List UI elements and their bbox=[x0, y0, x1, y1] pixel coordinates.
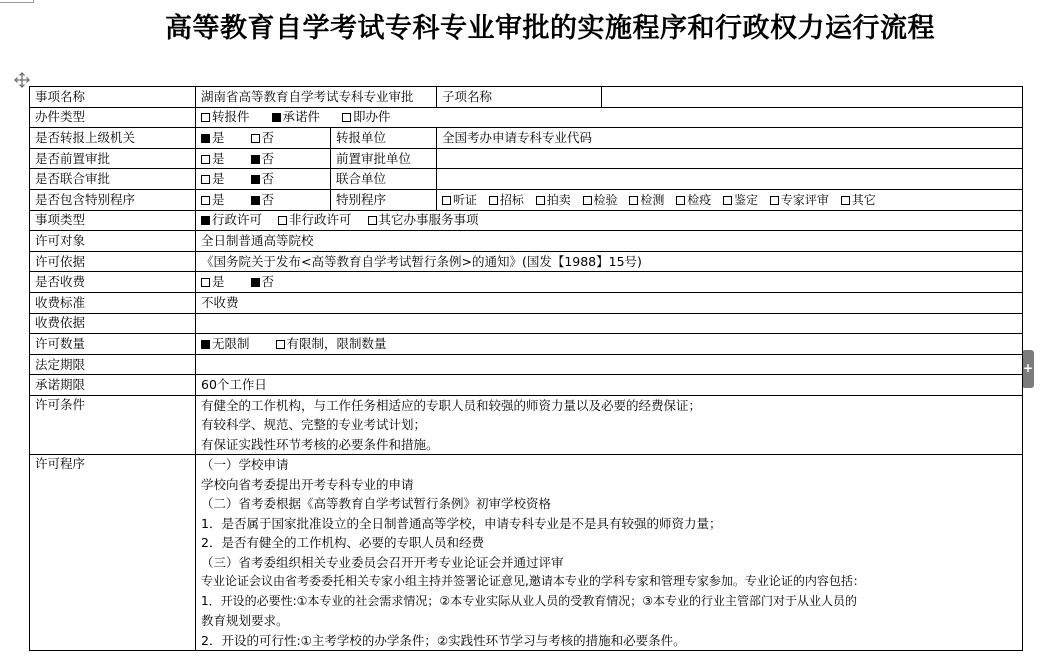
checkbox-icon bbox=[201, 155, 210, 164]
unit-label: 转报单位 bbox=[331, 128, 437, 149]
option-limited[interactable]: 有限制，限制数量 bbox=[276, 335, 387, 353]
procedure-line: 学校向省考委提出开考专科专业的申请 bbox=[201, 476, 414, 492]
row-special-procedure bbox=[30, 189, 1023, 210]
row-label: 收费依据 bbox=[30, 313, 196, 334]
checkbox-icon bbox=[368, 216, 377, 225]
checkbox-icon bbox=[442, 196, 451, 205]
checkbox-checked-icon bbox=[251, 175, 260, 184]
option-yes[interactable]: 是 bbox=[201, 150, 225, 168]
option-auction[interactable]: 拍卖 bbox=[536, 191, 571, 209]
row-statutory-period bbox=[30, 354, 1023, 375]
procedure-line: （一）学校申请 bbox=[201, 457, 289, 473]
checkbox-checked-icon bbox=[201, 216, 210, 225]
fee-basis-value[interactable] bbox=[196, 313, 1023, 334]
checkbox-checked-icon bbox=[201, 340, 210, 349]
checkbox-checked-icon bbox=[251, 278, 260, 287]
document-title: 高等教育自学考试专科专业审批的实施程序和行政权力运行流程 bbox=[165, 13, 935, 44]
row-label: 是否收费 bbox=[30, 272, 196, 293]
checkbox-icon bbox=[583, 196, 592, 205]
procedure-line: 专业论证会议由省考委委托相关专家小组主持并签署论证意见,邀请本专业的学科专家和管理专家参加。专业论证的内容包括： bbox=[201, 574, 865, 589]
unit-value[interactable] bbox=[437, 169, 1023, 190]
option-hearing[interactable]: 听证 bbox=[442, 191, 477, 209]
row-label: 事项名称 bbox=[30, 87, 196, 108]
row-item-name bbox=[30, 87, 1023, 108]
row-label: 是否转报上级机关 bbox=[30, 128, 196, 149]
page-corner-mark bbox=[0, 0, 34, 3]
unit-label: 前置审批单位 bbox=[331, 148, 437, 169]
option-tender[interactable]: 招标 bbox=[489, 191, 524, 209]
row-conditions bbox=[30, 395, 1023, 455]
statutory-period-value[interactable] bbox=[196, 354, 1023, 375]
option-appraisal[interactable]: 鉴定 bbox=[723, 191, 758, 209]
option-no[interactable]: 否 bbox=[251, 191, 275, 209]
option-yes[interactable]: 是 bbox=[201, 170, 225, 188]
procedure-text[interactable] bbox=[196, 455, 1023, 651]
option-testing[interactable]: 检测 bbox=[629, 191, 664, 209]
procedure-line: 2．开设的可行性:①主考学校的办学条件；②实践性环节学习与考核的措施和必要条件。 bbox=[201, 632, 686, 648]
row-label: 办件类型 bbox=[30, 107, 196, 128]
row-report-upward bbox=[30, 128, 1023, 149]
procedure-line: 教育规划要求。 bbox=[201, 613, 289, 629]
checkbox-icon bbox=[841, 196, 850, 205]
item-name-value[interactable]: 湖南省高等教育自学考试专科专业审批 bbox=[196, 87, 437, 108]
option-quarantine[interactable]: 检疫 bbox=[676, 191, 711, 209]
option-other[interactable]: 其它 bbox=[841, 191, 876, 209]
row-procedure bbox=[30, 455, 1023, 651]
row-label: 事项类型 bbox=[30, 210, 196, 231]
checkbox-icon bbox=[676, 196, 685, 205]
row-matter-type bbox=[30, 210, 1023, 231]
row-label: 许可数量 bbox=[30, 334, 196, 355]
sub-item-label: 子项名称 bbox=[437, 87, 602, 108]
checkbox-icon bbox=[201, 278, 210, 287]
checkbox-checked-icon bbox=[201, 134, 210, 143]
row-fee-standard bbox=[30, 292, 1023, 313]
sub-item-value[interactable] bbox=[602, 87, 1023, 108]
procedure-line: 1．开设的必要性:①本专业的社会需求情况；②本专业实际从业人员的受教育情况；③本专业的行业主管部门对于从业人员的 bbox=[201, 593, 857, 608]
option-no[interactable]: 否 bbox=[251, 150, 275, 168]
checkbox-icon bbox=[201, 196, 210, 205]
procedure-label: 特别程序 bbox=[331, 189, 437, 210]
row-label: 是否联合审批 bbox=[30, 169, 196, 190]
row-fee-basis bbox=[30, 313, 1023, 334]
row-label: 许可程序 bbox=[30, 455, 196, 651]
procedure-line: （三）省考委组织相关专业委员会召开开考专业论证会并通过评审 bbox=[201, 554, 564, 570]
fee-standard-value[interactable]: 不收费 bbox=[196, 292, 1023, 313]
checkbox-icon bbox=[536, 196, 545, 205]
checkbox-icon bbox=[342, 113, 351, 122]
row-label: 是否包含特别程序 bbox=[30, 189, 196, 210]
checkbox-icon bbox=[770, 196, 779, 205]
row-fee-charged bbox=[30, 272, 1023, 293]
condition-line: 有保证实践性环节考核的必要条件和措施。 bbox=[201, 436, 439, 452]
checkbox-icon bbox=[489, 196, 498, 205]
option-other-service[interactable]: 其它办事服务事项 bbox=[368, 211, 479, 229]
row-label: 许可对象 bbox=[30, 231, 196, 252]
procedure-line: 2．是否有健全的工作机构、必要的专职人员和经费 bbox=[201, 535, 484, 551]
unit-value[interactable]: 全国考办申请专科专业代码 bbox=[437, 128, 1023, 149]
row-handling-type bbox=[30, 107, 1023, 128]
option-commitment[interactable]: 承诺件 bbox=[272, 108, 321, 126]
condition-line: 有较科学、规范、完整的专业考试计划； bbox=[201, 417, 427, 433]
conditions-text[interactable] bbox=[196, 395, 1023, 455]
row-label: 收费标准 bbox=[30, 292, 196, 313]
option-forward[interactable]: 转报件 bbox=[201, 108, 250, 126]
checkbox-icon bbox=[629, 196, 638, 205]
row-pre-approval bbox=[30, 148, 1023, 169]
option-unlimited[interactable]: 无限制 bbox=[201, 335, 250, 353]
permit-basis-value[interactable]: 《国务院关于发布<高等教育自学考试暂行条例>的通知》(国发【1988】15号) bbox=[196, 251, 1023, 272]
option-yes[interactable]: 是 bbox=[201, 129, 225, 147]
option-non-admin-permit[interactable]: 非行政许可 bbox=[278, 211, 352, 229]
condition-line: 有健全的工作机构，与工作任务相适应的专职人员和较强的师资力量以及必要的经费保证； bbox=[201, 397, 702, 413]
row-label: 是否前置审批 bbox=[30, 148, 196, 169]
option-admin-permit[interactable]: 行政许可 bbox=[201, 211, 262, 229]
option-expert-review[interactable]: 专家评审 bbox=[770, 191, 829, 209]
option-no[interactable]: 否 bbox=[251, 273, 275, 291]
checkbox-checked-icon bbox=[272, 113, 281, 122]
row-label: 许可依据 bbox=[30, 251, 196, 272]
add-row-handle[interactable] bbox=[1022, 350, 1034, 388]
row-promised-period bbox=[30, 375, 1023, 396]
row-permit-target bbox=[30, 231, 1023, 252]
procedure-line: （二）省考委根据《高等教育自学考试暂行条例》初审学校资格 bbox=[201, 496, 552, 512]
row-joint-approval bbox=[30, 169, 1023, 190]
option-no[interactable]: 否 bbox=[251, 129, 275, 147]
permit-target-value[interactable]: 全日制普通高等院校 bbox=[196, 231, 1023, 252]
option-yes[interactable]: 是 bbox=[201, 273, 225, 291]
option-immediate[interactable]: 即办件 bbox=[342, 108, 391, 126]
option-yes[interactable]: 是 bbox=[201, 191, 225, 209]
checkbox-icon bbox=[723, 196, 732, 205]
row-label: 承诺期限 bbox=[30, 375, 196, 396]
plus-icon: + bbox=[1023, 361, 1034, 375]
approval-form-table bbox=[29, 86, 1023, 651]
row-permit-basis bbox=[30, 251, 1023, 272]
option-no[interactable]: 否 bbox=[251, 170, 275, 188]
row-label: 许可条件 bbox=[30, 395, 196, 455]
promised-period-value[interactable]: 60个工作日 bbox=[196, 375, 1023, 396]
unit-value[interactable] bbox=[437, 148, 1023, 169]
row-label: 法定期限 bbox=[30, 354, 196, 375]
row-permit-quantity bbox=[30, 334, 1023, 355]
checkbox-icon bbox=[251, 134, 260, 143]
checkbox-checked-icon bbox=[251, 196, 260, 205]
checkbox-icon bbox=[201, 175, 210, 184]
checkbox-checked-icon bbox=[251, 155, 260, 164]
procedure-line: 1．是否属于国家批准设立的全日制普通高等学校，申请专科专业是不是具有较强的师资力量； bbox=[201, 515, 722, 531]
checkbox-icon bbox=[276, 340, 285, 349]
checkbox-icon bbox=[201, 113, 210, 122]
option-inspection[interactable]: 检验 bbox=[583, 191, 618, 209]
checkbox-icon bbox=[278, 216, 287, 225]
unit-label: 联合单位 bbox=[331, 169, 437, 190]
